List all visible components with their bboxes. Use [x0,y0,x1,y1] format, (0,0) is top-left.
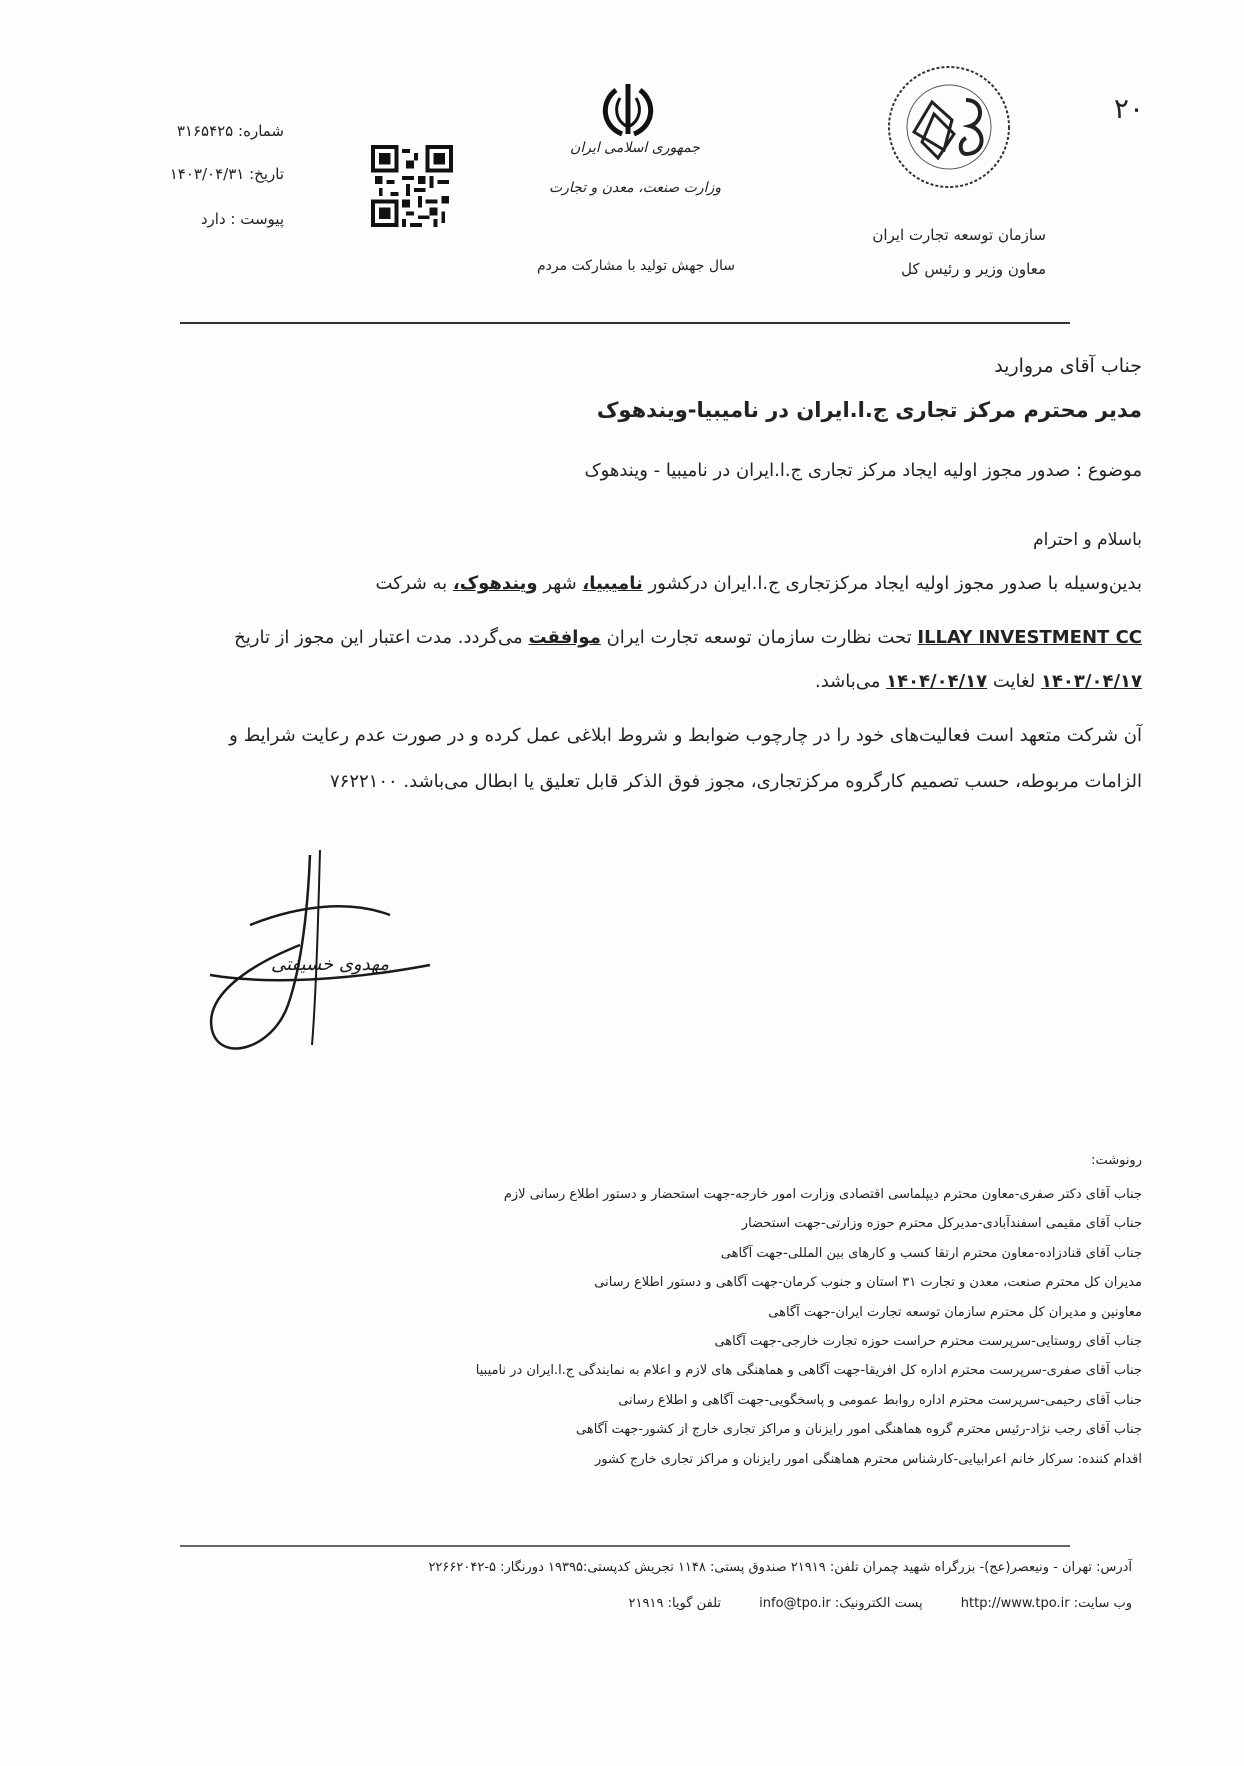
footer-divider [180,1545,1070,1547]
iran-emblem-icon [592,80,664,138]
salutation: باسلام و احترام [1033,530,1142,550]
ministry-line1: جمهوری اسلامی ایران [570,140,700,156]
recipient-name: جناب آقای مروارید [994,355,1142,377]
body-line-2: ILLAY INVESTMENT CC تحت نظارت سازمان توسعه تجارت ایران موافقت می‌گردد. مدت اعتبار این مجوز از تاریخ [234,627,1142,648]
footer-phone: تلفن گویا: ۲۱۹۱۹ [628,1596,721,1611]
letter-attachment: پیوست : دارد [200,210,284,228]
page-number: ۲۰ [1113,92,1144,125]
body-line-5: الزامات مربوطه، حسب تصمیم کارگروه مرکزتجاری، مجوز فوق الذکر قابل تعلیق یا ابطال می‌باشد. ۷۶۲۲۱۰۰ [330,771,1142,792]
cc-item: جناب آقای مقیمی اسفندآبادی-مدیرکل محترم حوزه وزارتی-جهت استحضار [741,1216,1142,1232]
recipient-title: مدیر محترم مرکز تجاری ج.ا.ایران در نامیبیا-ویندهوک [596,398,1142,422]
tpo-logo-icon [874,62,1024,192]
signature-text: مهدوی خسیفتی [270,954,390,975]
cc-item: جناب آقای رحیمی-سرپرست محترم اداره روابط عمومی و پاسخگویی-جهت آگاهی و اطلاع رسانی [618,1392,1142,1408]
year-slogan: سال جهش تولید با مشارکت مردم [536,258,736,274]
qr-code-icon [371,145,453,227]
cc-item: اقدام کننده: سرکار خانم اعرابیایی-کارشناس محترم هماهنگی امور رایزنان و مراکز تجاری خارج کشور [595,1451,1142,1467]
cc-item: جناب آقای رجب نژاد-رئیس محترم گروه هماهنگی امور رایزنان و مراکز تجاری خارج از کشور-جهت آگاهی [576,1422,1142,1438]
cc-item: جناب آقای دکتر صفری-معاون محترم دیپلماسی اقتصادی وزارت امور خارجه-جهت استحضار و دستور اطلاع رسانی لازم [503,1187,1142,1202]
cc-list [262,1180,1142,1474]
cc-item: جناب آقای صفری-سرپرست محترم اداره کل افریقا-جهت آگاهی و هماهنگی های لازم و اعلام به نمایندگی ج.ا.ایران در نامیبیا [475,1363,1142,1379]
cc-item: معاونین و مدیران کل محترم سازمان توسعه تجارت ایران-جهت آگاهی [768,1304,1142,1320]
body-line-1: بدین‌وسیله با صدور مجوز اولیه ایجاد مرکزتجاری ج.ا.ایران درکشور نامیبیا، شهر ویندهوک، به شرکت [375,573,1142,594]
header-divider [180,322,1070,324]
cc-item: جناب آقای روستایی-سرپرست محترم حراست حوزه تجارت خارجی-جهت آگاهی [714,1333,1142,1349]
letter-date: تاریخ: ۱۴۰۳/۰۴/۳۱ [169,165,284,183]
footer-website[interactable]: وب سایت: http://www.tpo.ir [960,1596,1132,1611]
cc-item: جناب آقای قنادزاده-معاون محترم ارتقا کسب و کارهای بین المللی-جهت آگاهی [720,1245,1142,1261]
cc-item: مدیران کل محترم صنعت، معدن و تجارت ۳۱ استان و جنوب کرمان-جهت آگاهی و دستور اطلاع رسانی [594,1275,1142,1291]
company-name: ILLAY INVESTMENT CC [917,627,1142,648]
footer-contact [595,1596,1132,1611]
org-role: معاون وزیر و رئیس کل [901,260,1046,278]
signature-icon [190,845,440,1075]
footer-email[interactable]: پست الکترونیک: info@tpo.ir [759,1596,923,1611]
body-line-3: ۱۴۰۳/۰۴/۱۷ لغایت ۱۴۰۴/۰۴/۱۷ می‌باشد. [814,671,1142,692]
body-line-4: آن شرکت متعهد است فعالیت‌های خود را در چارچوب ضوابط و شروط ابلاغی عمل کرده و در صورت عدم رعایت شرایط و [229,725,1142,746]
letter-subject: موضوع : صدور مجوز اولیه ایجاد مرکز تجاری ج.ا.ایران در نامیبیا - ویندهوک [584,460,1142,481]
letter-number: شماره: ۳۱۶۵۴۲۵ [176,122,284,140]
ministry-line2: وزارت صنعت، معدن و تجارت [548,180,722,196]
org-name: سازمان توسعه تجارت ایران [872,226,1046,244]
cc-title: رونوشت: [1091,1153,1142,1168]
footer-address: آدرس: تهران - ونیعصر(عج)- بزرگراه شهید چمران تلفن: ۲۱۹۱۹ صندوق پستی: ۱۱۴۸ تجریش کدپستی:۱۹۳۹۵ دورنگار: ۵-۲۲۶۶۲۰۴۲ [428,1560,1132,1575]
